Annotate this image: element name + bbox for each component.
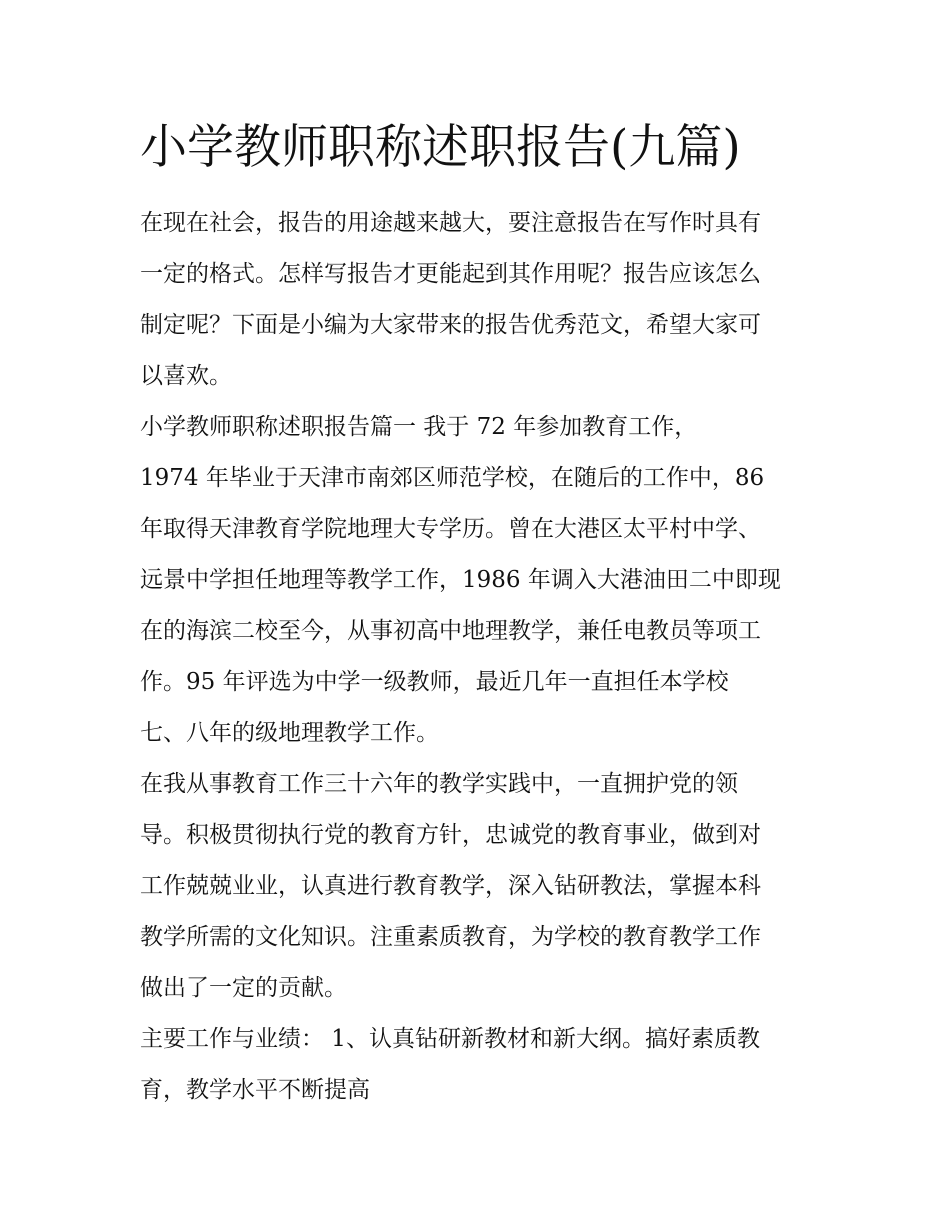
body-line: 在的海滨二校至今，从事初高中地理教学，兼任电教员等项工	[140, 618, 761, 644]
body-line: 主要工作与业绩： 1、认真钻研新教材和新大纲。搞好素质教	[140, 1026, 760, 1052]
document-body	[140, 198, 820, 1116]
body-line: 制定呢？下面是小编为大家带来的报告优秀范文，希望大家可	[140, 312, 761, 338]
body-line: 以喜欢。	[140, 363, 232, 389]
body-line: 工作兢兢业业，认真进行教育教学，深入钻研教法，掌握本科	[140, 873, 761, 899]
body-line: 七、八年的级地理教学工作。	[140, 720, 439, 746]
body-line: 育，教学水平不断提高	[140, 1077, 370, 1103]
body-line: 作。95 年评选为中学一级教师，最近几年一直担任本学校	[140, 669, 729, 695]
body-line: 做出了一定的贡献。	[140, 975, 347, 1001]
body-line: 年取得天津教育学院地理大专学历。曾在大港区太平村中学、	[140, 516, 761, 542]
body-line: 一定的格式。怎样写报告才更能起到其作用呢？报告应该怎么	[140, 261, 761, 287]
body-line: 在现在社会，报告的用途越来越大，要注意报告在写作时具有	[140, 210, 761, 236]
body-line: 小学教师职称述职报告篇一 我于 72 年参加教育工作，	[140, 414, 698, 440]
body-line: 1974 年毕业于天津市南郊区师范学校，在随后的工作中，86	[140, 465, 765, 491]
body-line: 远景中学担任地理等教学工作，1986 年调入大港油田二中即现	[140, 567, 781, 593]
document-title: 小学教师职称述职报告(九篇)	[140, 120, 741, 175]
body-line: 导。积极贯彻执行党的教育方针，忠诚党的教育事业，做到对	[140, 822, 761, 848]
body-line: 教学所需的文化知识。注重素质教育，为学校的教育教学工作	[140, 924, 761, 950]
body-line: 在我从事教育工作三十六年的教学实践中，一直拥护党的领	[140, 771, 738, 797]
